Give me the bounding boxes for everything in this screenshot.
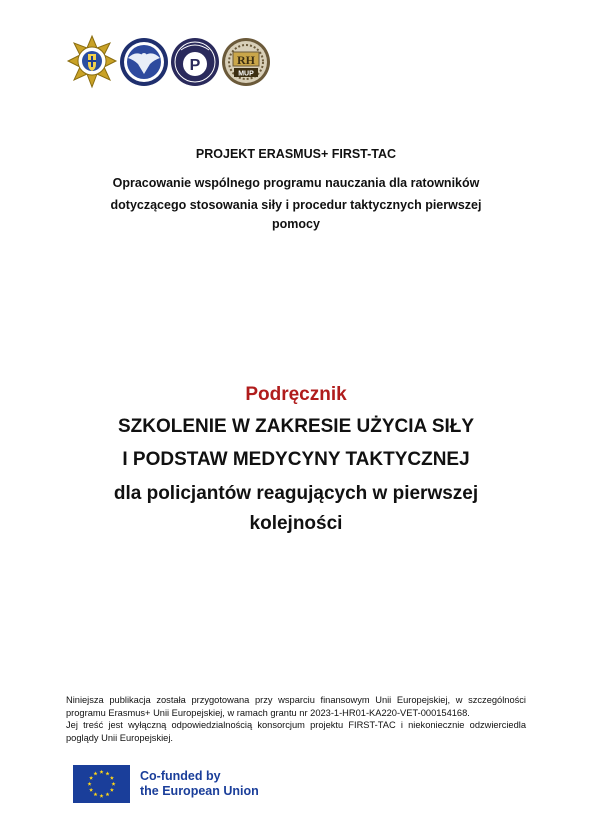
svg-text:MUP: MUP [238,70,254,78]
eu-flag-icon [73,765,130,803]
eu-cofunded-text [140,769,259,799]
audience-line-1: dla policjantów reagujących w pierwszej [113,483,479,504]
project-title: PROJEKT ERASMUS+ FIRST-TAC [195,147,397,161]
eagle-shield-emblem-logo [118,34,170,90]
project-subtitle [60,171,532,233]
funding-disclaimer [66,694,526,744]
main-title-block [40,381,552,535]
subtitle-line: dotyczącego stosowania siły i procedur taktycznych pierwszej [110,198,482,212]
subtitle-line: pomocy [272,217,320,231]
police-academy-emblem-logo [66,34,118,90]
svg-text:P: P [189,57,201,74]
main-title-line-2: I PODSTAW MEDYCYNY TAKTYCZNEJ [122,449,470,470]
audience-line-2: kolejności [249,513,343,534]
funding-text: Niniejsza publikacja została przygotowana przy wsparciu finansowym Unii Europejskiej, w szczególności programu Erasmus+ Unii Europejskiej, w ramach grantu nr 2023-1-HR01-KA220-VET-000154168. [66,695,526,718]
eu-line-1: Co-funded by [140,769,221,783]
rh-mup-emblem-logo [220,34,272,90]
subtitle-line: Opracowanie wspólnego programu nauczania dla ratowników [112,176,480,190]
eu-cofunded-badge [73,764,259,804]
document-type-label: Podręcznik [245,384,347,405]
partner-logos [66,34,272,90]
main-title-line-1: SZKOLENIE W ZAKRESIE UŻYCIA SIŁY [117,416,475,437]
police-school-emblem-logo [169,34,221,90]
responsibility-text: Jej treść jest wyłączną odpowiedzialnością konsorcjum projektu FIRST-TAC i niekoniecznie odzwierciedla poglądy Unii Europejskiej. [66,720,526,743]
eu-line-2: the European Union [140,784,259,798]
svg-text:RH: RH [237,53,255,67]
